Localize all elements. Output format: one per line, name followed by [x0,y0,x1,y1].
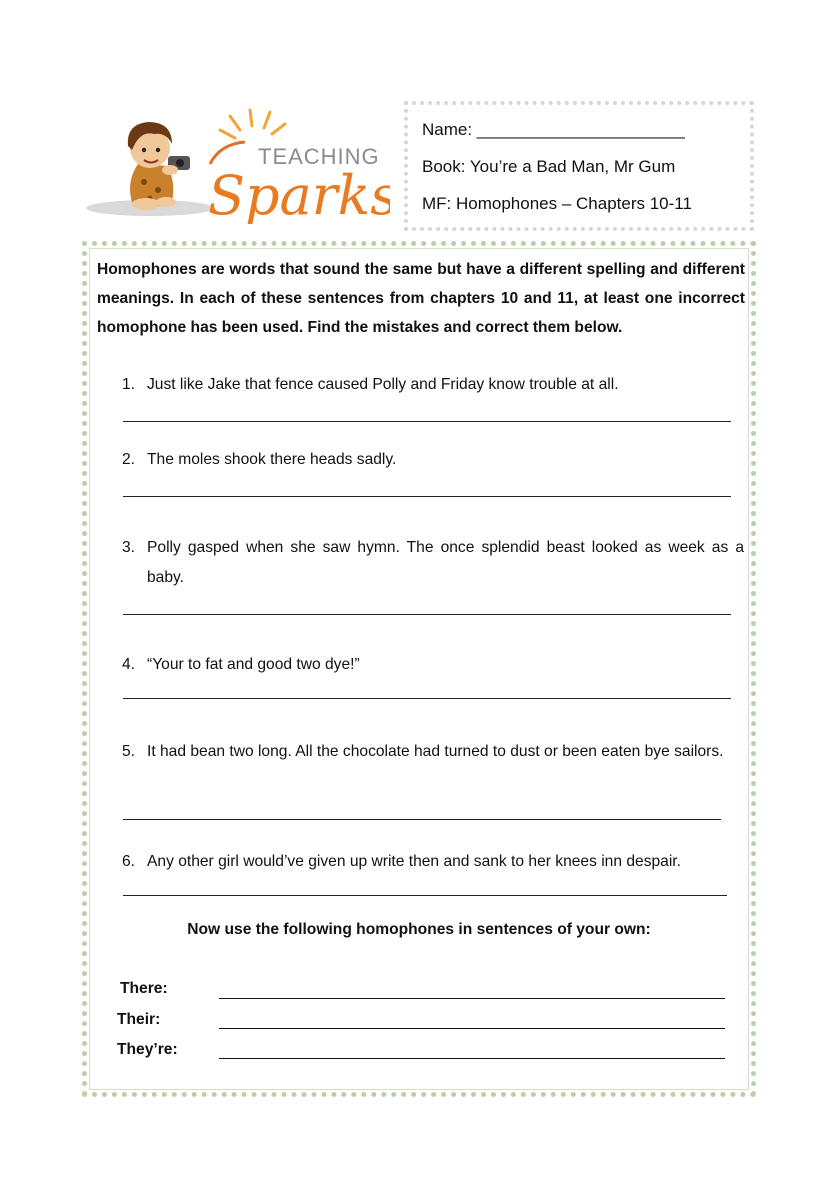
question-4 [122,650,744,680]
book-title: Book: You’re a Bad Man, Mr Gum [422,157,676,176]
question-6 [122,847,744,877]
question-2 [122,445,744,475]
word-label-there: There: [120,980,168,997]
answer-line-3[interactable] [123,614,731,615]
name-field[interactable]: Name: ______________________ [422,120,685,139]
sentence-line-theyre[interactable] [219,1058,725,1059]
question-text: It had bean two long. All the chocolate had turned to dust or been eaten bye sailors. [147,743,724,760]
question-number: 2. [122,451,136,468]
question-text: Polly gasped when she saw hymn. The once splendid beast looked as week as a baby. [147,539,744,586]
question-3 [122,533,744,593]
word-label-theyre: They’re: [117,1041,178,1058]
question-text: Just like Jake that fence caused Polly and Friday know trouble at all. [147,376,619,393]
teaching-sparks-logo [80,104,390,224]
svg-text:Sparks: Sparks [208,164,390,224]
student-info-box [404,101,754,231]
mf-topic: MF: Homophones – Chapters 10-11 [422,194,692,213]
question-text: Any other girl would’ve given up write then and sank to her knees inn despair. [147,853,681,870]
question-number: 6. [122,853,136,870]
question-text: The moles shook there heads sadly. [147,451,397,468]
question-1 [122,370,744,400]
caveman-mascot-icon [80,104,390,224]
question-text: “Your to fat and good two dye!” [147,656,360,673]
question-5 [122,737,744,767]
word-label-their: Their: [117,1011,161,1028]
sentence-line-there[interactable] [219,998,725,999]
answer-line-6[interactable] [123,895,727,896]
answer-line-5[interactable] [123,819,721,820]
svg-text:TEACHING: TEACHING [258,144,380,169]
question-number: 3. [122,539,136,556]
answer-line-4[interactable] [123,698,731,699]
worksheet-box [82,241,756,1097]
intro-paragraph: Homophones are words that sound the same but have a different spelling and different meanings. In each of these sentences from chapters 10 and 11, at least one incorrect homophone has been used. Find the mistakes and correct them below. [97,261,745,336]
question-number: 1. [122,376,136,393]
sentence-line-their[interactable] [219,1028,725,1029]
homophone-instruction: Now use the following homophones in sentences of your own: [187,921,651,938]
answer-line-2[interactable] [123,496,731,497]
question-number: 4. [122,656,136,673]
question-number: 5. [122,743,136,760]
answer-line-1[interactable] [123,421,731,422]
